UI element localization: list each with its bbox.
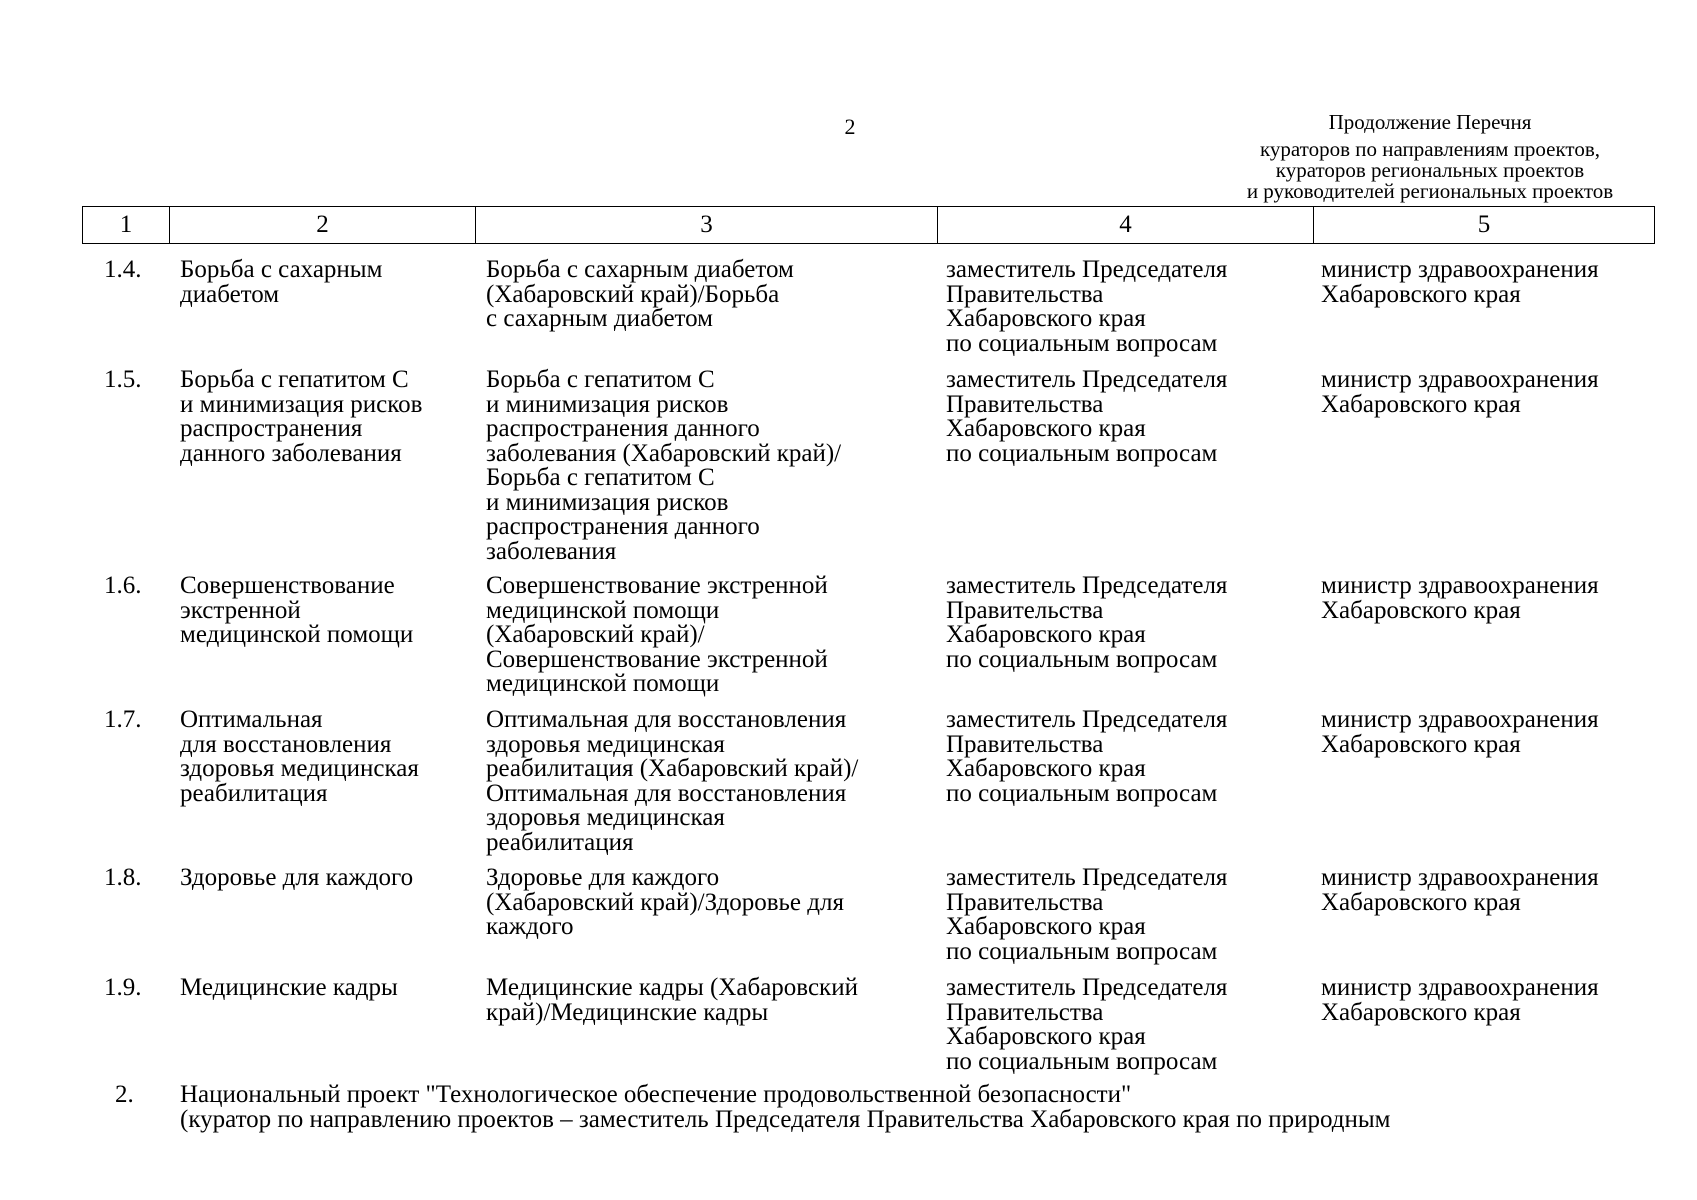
column-header-4: 4 (938, 207, 1314, 244)
regional-project: Борьба с сахарным диабетом (Хабаровский край)/Борьба с сахарным диабетом (486, 256, 794, 332)
row-number: 1.8. (104, 864, 142, 891)
project-head: министр здравоохранения Хабаровского края (1321, 706, 1599, 758)
project-head: министр здравоохранения Хабаровского края (1321, 256, 1599, 308)
curator: заместитель Председателя Правительства Хабаровского края по социальным вопросам (946, 256, 1228, 357)
project-name: Совершенствование экстренной медицинской помощи (180, 572, 414, 648)
project-head: министр здравоохранения Хабаровского края (1321, 864, 1599, 916)
curator: заместитель Председателя Правительства Хабаровского края по социальным вопросам (946, 706, 1228, 807)
curator: заместитель Председателя Правительства Хабаровского края по социальным вопросам (946, 366, 1228, 467)
continuation-header (1170, 110, 1690, 202)
continuation-line: и руководителей региональных проектов (1246, 179, 1614, 203)
project-head: министр здравоохранения Хабаровского края (1321, 572, 1599, 624)
row-number: 1.6. (104, 572, 142, 599)
row-number: 1.9. (104, 974, 142, 1001)
page-number: 2 (844, 114, 856, 139)
row-number: 1.4. (104, 256, 142, 283)
column-number-header (82, 206, 1655, 244)
regional-project: Медицинские кадры (Хабаровский край)/Медицинские кадры (486, 974, 858, 1026)
continuation-line: кураторов по направлениям проектов, (1260, 137, 1600, 161)
column-header-1: 1 (83, 207, 170, 244)
continuation-line: кураторов региональных проектов (1275, 158, 1585, 182)
project-head: министр здравоохранения Хабаровского края (1321, 366, 1599, 418)
column-header-5: 5 (1314, 207, 1655, 244)
project-name: Медицинские кадры (180, 974, 398, 1001)
regional-project: Оптимальная для восстановления здоровья медицинская реабилитация (Хабаровский край)/ Оптимальная для восстановления здоровья медицинская реабилитация (486, 706, 859, 856)
curator: заместитель Председателя Правительства Хабаровского края по социальным вопросам (946, 864, 1228, 965)
project-name: Борьба с гепатитом С и минимизация рисков распространения данного заболевания (180, 366, 423, 467)
regional-project: Здоровье для каждого (Хабаровский край)/Здоровье для каждого (486, 864, 844, 940)
column-header-2: 2 (170, 207, 476, 244)
continuation-title: Продолжение Перечня (1328, 110, 1532, 134)
curator: заместитель Председателя Правительства Хабаровского края по социальным вопросам (946, 974, 1228, 1075)
project-name: Оптимальная для восстановления здоровья медицинская реабилитация (180, 706, 419, 807)
regional-project: Борьба с гепатитом С и минимизация рисков распространения данного заболевания (Хабаровский край)/ Борьба с гепатитом С и минимизация рисков распространения данного заболевания (486, 366, 842, 565)
national-project-text: Национальный проект "Технологическое обеспечение продовольственной безопасности" (куратор по направлению проектов – заместитель Председателя Правительства Хабаровского края по природным (180, 1081, 1391, 1133)
curator: заместитель Председателя Правительства Хабаровского края по социальным вопросам (946, 572, 1228, 673)
row-number: 1.7. (104, 706, 142, 733)
project-head: министр здравоохранения Хабаровского края (1321, 974, 1599, 1026)
row-number: 1.5. (104, 366, 142, 393)
regional-project: Совершенствование экстренной медицинской помощи (Хабаровский край)/ Совершенствование экстренной медицинской помощи (486, 572, 828, 697)
column-header-3: 3 (476, 207, 938, 244)
national-project-number: 2. (115, 1081, 134, 1108)
project-name: Борьба с сахарным диабетом (180, 256, 383, 308)
project-name: Здоровье для каждого (180, 864, 414, 891)
